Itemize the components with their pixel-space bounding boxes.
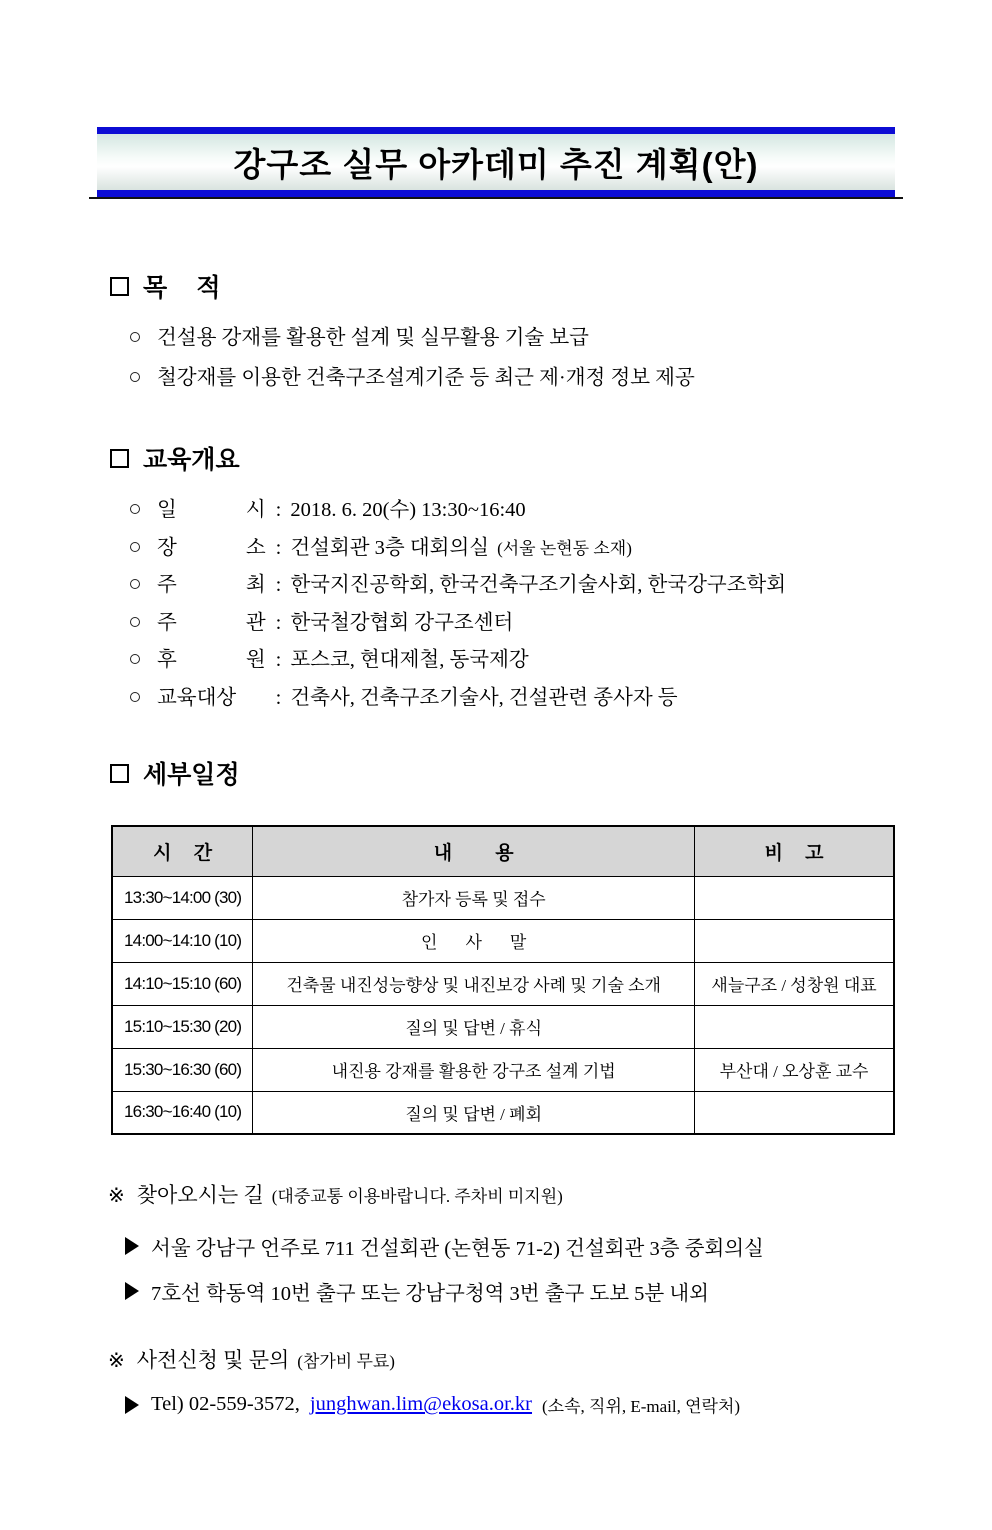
purpose-item — [130, 368, 895, 389]
circle-bullet-icon — [130, 579, 140, 589]
circle-bullet-icon — [130, 332, 140, 342]
square-bullet-icon — [110, 764, 129, 783]
directions-note: (대중교통 이용바랍니다. 주차비 미지원) — [271, 1187, 563, 1206]
overview-item — [130, 575, 895, 596]
overview-value: 한국철강협회 강구조센터 — [290, 611, 514, 634]
remark-cell: 새늘구조 / 성창원 대표 — [695, 962, 894, 1005]
overview-label: 주 관 — [157, 611, 266, 634]
triangle-bullet-icon — [125, 1282, 139, 1300]
schedule-table — [111, 825, 895, 1135]
direction-item-text: 서울 강남구 언주로 711 건설회관 (논현동 71-2) 건설회관 3층 중회의실 — [151, 1238, 764, 1260]
content-cell: 건축물 내진성능향상 및 내진보강 사례 및 기술 소개 — [253, 962, 695, 1005]
overview-heading-label: 교육개요 — [143, 446, 240, 474]
reference-mark-icon: ※ — [108, 1350, 125, 1372]
overview-value: 2018. 6. 20(수) 13:30~16:40 — [290, 499, 526, 521]
overview-label: 교육대상 — [157, 686, 237, 709]
content-cell: 내진용 강재를 활용한 강구조 설계 기법 — [253, 1048, 695, 1091]
purpose-item — [130, 328, 895, 349]
content-cell: 참가자 등록 및 접수 — [253, 876, 695, 919]
triangle-bullet-icon — [125, 1237, 139, 1255]
direction-item — [125, 1276, 895, 1306]
overview-item — [130, 538, 895, 559]
document-page — [0, 127, 992, 1530]
overview-colon: : — [275, 686, 282, 709]
time-cell: 16:30~16:40 (10) — [112, 1091, 253, 1134]
overview-value: 포스코, 현대제철, 동국제강 — [290, 649, 529, 671]
contact-note: (참가비 무료) — [297, 1352, 395, 1371]
overview-colon: : — [275, 649, 282, 671]
overview-colon: : — [275, 574, 282, 596]
circle-bullet-icon — [130, 504, 140, 514]
reference-mark-icon: ※ — [108, 1185, 125, 1207]
schedule-heading-label: 세부일정 — [143, 761, 240, 789]
section-directions — [97, 1179, 895, 1306]
overview-note: (서울 논현동 소재) — [497, 538, 632, 558]
table-row — [112, 919, 894, 962]
triangle-bullet-icon — [125, 1396, 139, 1414]
purpose-heading-label: 목 적 — [143, 274, 221, 302]
overview-value: 건설회관 3층 대회의실 — [290, 536, 490, 559]
schedule-header-row — [112, 826, 894, 876]
section-overview — [97, 440, 895, 708]
table-row — [112, 876, 894, 919]
remark-cell — [695, 1091, 894, 1134]
overview-item — [130, 500, 895, 521]
table-row — [112, 1005, 894, 1048]
time-cell: 14:10~15:10 (60) — [112, 962, 253, 1005]
column-header-content: 내 용 — [253, 826, 695, 876]
time-cell: 15:10~15:30 (20) — [112, 1005, 253, 1048]
direction-item — [125, 1231, 895, 1261]
section-contact — [97, 1344, 895, 1417]
purpose-item-text: 철강재를 이용한 건축구조설계기준 등 최근 제·개정 정보 제공 — [157, 366, 695, 389]
schedule-heading — [110, 755, 895, 791]
remark-cell: 부산대 / 오상훈 교수 — [695, 1048, 894, 1091]
purpose-heading — [110, 268, 895, 304]
banner-underline — [89, 197, 903, 199]
contact-suffix: (소속, 직위, E-mail, 연락처) — [542, 1397, 741, 1416]
circle-bullet-icon — [130, 617, 140, 627]
overview-label: 후 원 — [157, 649, 266, 671]
overview-list — [97, 500, 895, 708]
direction-item-text: 7호선 학동역 10번 출구 또는 강남구청역 3번 출구 도보 5분 내외 — [151, 1283, 709, 1305]
overview-label: 주 최 — [157, 574, 266, 596]
time-cell: 15:30~16:30 (60) — [112, 1048, 253, 1091]
contact-heading-line — [108, 1344, 895, 1374]
contact-heading: 사전신청 및 문의 — [136, 1348, 290, 1372]
overview-item — [130, 688, 895, 709]
tel-text: Tel) 02-559-3572, — [151, 1393, 300, 1415]
overview-value: 한국지진공학회, 한국건축구조기술사회, 한국강구조학회 — [290, 574, 787, 596]
content-cell: 질의 및 답변 / 폐회 — [253, 1091, 695, 1134]
circle-bullet-icon — [130, 692, 140, 702]
remark-cell — [695, 1005, 894, 1048]
overview-value: 건축사, 건축구조기술사, 건설관련 종사자 등 — [290, 686, 678, 709]
content-cell: 질의 및 답변 / 휴식 — [253, 1005, 695, 1048]
table-row — [112, 962, 894, 1005]
table-row — [112, 1091, 894, 1134]
overview-colon: : — [275, 499, 282, 521]
square-bullet-icon — [110, 449, 129, 468]
overview-label: 일 시 — [157, 499, 266, 521]
page-title: 강구조 실무 아카데미 추진 계획(안) — [233, 145, 759, 183]
remark-cell — [695, 876, 894, 919]
directions-heading: 찾아오시는 길 — [136, 1183, 264, 1207]
circle-bullet-icon — [130, 654, 140, 664]
email-link[interactable]: junghwan.lim@ekosa.or.kr — [309, 1393, 533, 1415]
contact-tel-line — [125, 1392, 895, 1417]
overview-colon: : — [275, 536, 282, 559]
overview-label: 장 소 — [157, 536, 266, 559]
time-cell: 14:00~14:10 (10) — [112, 919, 253, 962]
directions-heading-line — [108, 1179, 895, 1209]
column-header-remark: 비 고 — [695, 826, 894, 876]
column-header-time: 시 간 — [112, 826, 253, 876]
table-row — [112, 1048, 894, 1091]
time-cell: 13:30~14:00 (30) — [112, 876, 253, 919]
section-schedule — [97, 755, 895, 1135]
overview-item — [130, 613, 895, 634]
content-cell: 인 사 말 — [253, 919, 695, 962]
overview-item — [130, 650, 895, 671]
remark-cell — [695, 919, 894, 962]
circle-bullet-icon — [130, 372, 140, 382]
purpose-item-text: 건설용 강재를 활용한 설계 및 실무활용 기술 보급 — [157, 327, 589, 349]
circle-bullet-icon — [130, 542, 140, 552]
square-bullet-icon — [110, 277, 129, 296]
overview-colon: : — [275, 611, 282, 634]
title-banner — [97, 127, 895, 197]
overview-heading — [110, 440, 895, 476]
section-purpose — [97, 268, 895, 388]
